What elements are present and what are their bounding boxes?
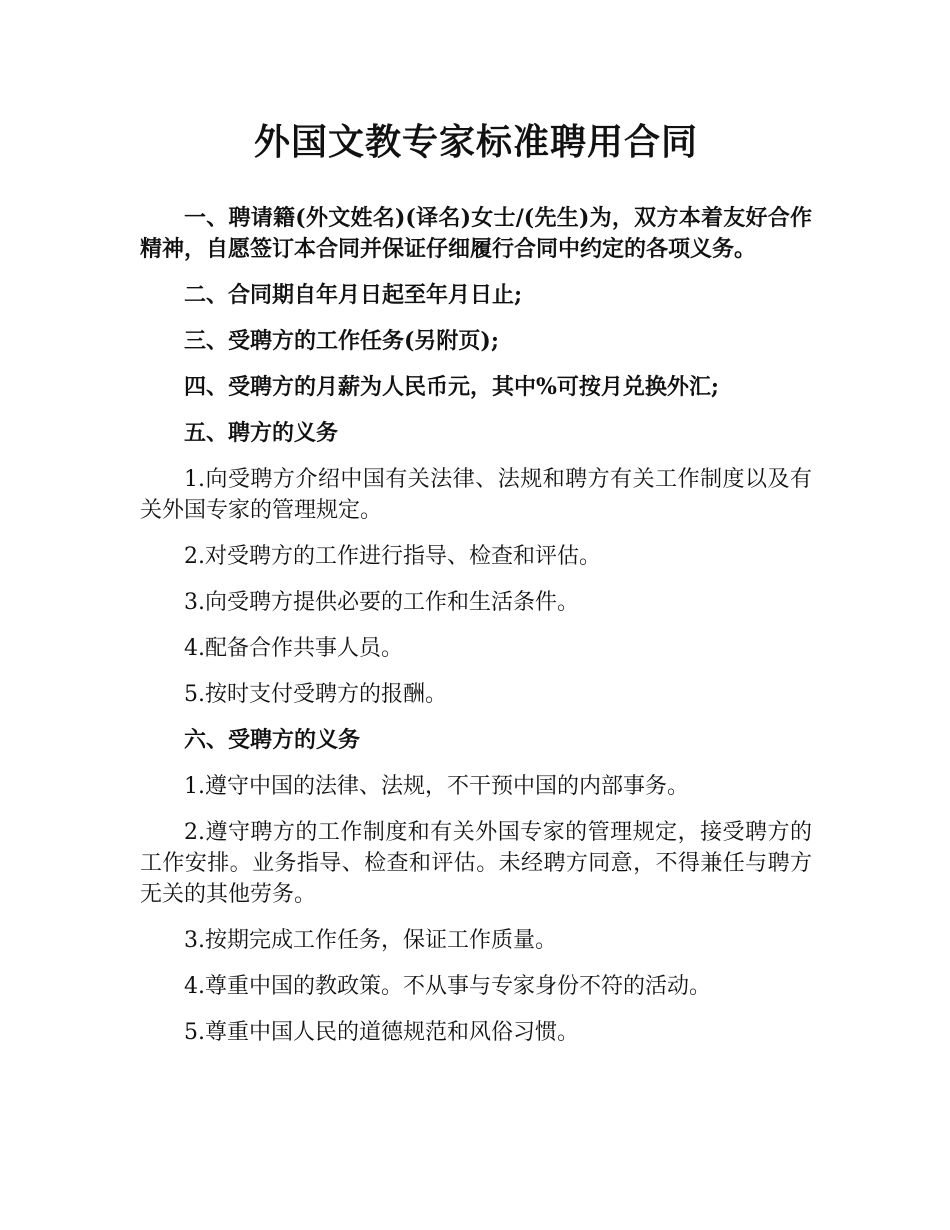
clause-1-engagement: 一、聘请籍(外文姓名)(译名)女士/(先生)为，双方本着友好合作精神，自愿签订本合同并保证仔细履行合同中约定的各项义务。 (140, 205, 812, 262)
clause-6-item-3: 3.按期完成工作任务，保证工作质量。 (184, 928, 557, 953)
clause-5-item-1: 1.向受聘方介绍中国有关法律、法规和聘方有关工作制度以及有关外国专家的管理规定。 (140, 467, 812, 523)
clause-4-salary: 四、受聘方的月薪为人民币元，其中%可按月兑换外汇; (184, 374, 720, 400)
document-body (140, 203, 812, 1063)
clause-3-tasks: 三、受聘方的工作任务(另附页); (184, 328, 499, 354)
clause-5-item-4: 4.配备合作共事人员。 (184, 636, 403, 661)
clause-2-term: 二、合同期自年月日起至年月日止; (184, 282, 523, 308)
document-title: 外国文教专家标准聘用合同 (253, 121, 698, 163)
clause-5-item-5: 5.按时支付受聘方的报酬。 (184, 682, 447, 707)
clause-6-item-4: 4.尊重中国的教政策。不从事与专家身份不符的活动。 (184, 974, 711, 999)
clause-5-item-2: 2.对受聘方的工作进行指导、检查和评估。 (184, 544, 601, 569)
clause-6-item-2: 2.遵守聘方的工作制度和有关外国专家的管理规定，接受聘方的工作安排。业务指导、检查和评估。未经聘方同意，不得兼任与聘方无关的其他劳务。 (140, 820, 812, 907)
clause-6-item-5: 5.尊重中国人民的道德规范和风俗习惯。 (184, 1020, 579, 1045)
clause-5-heading: 五、聘方的义务 (184, 420, 339, 446)
clause-6-item-1: 1.遵守中国的法律、法规，不干预中国的内部事务。 (184, 774, 689, 799)
clause-6-heading: 六、受聘方的义务 (184, 727, 361, 753)
clause-5-item-3: 3.向受聘方提供必要的工作和生活条件。 (184, 590, 579, 615)
